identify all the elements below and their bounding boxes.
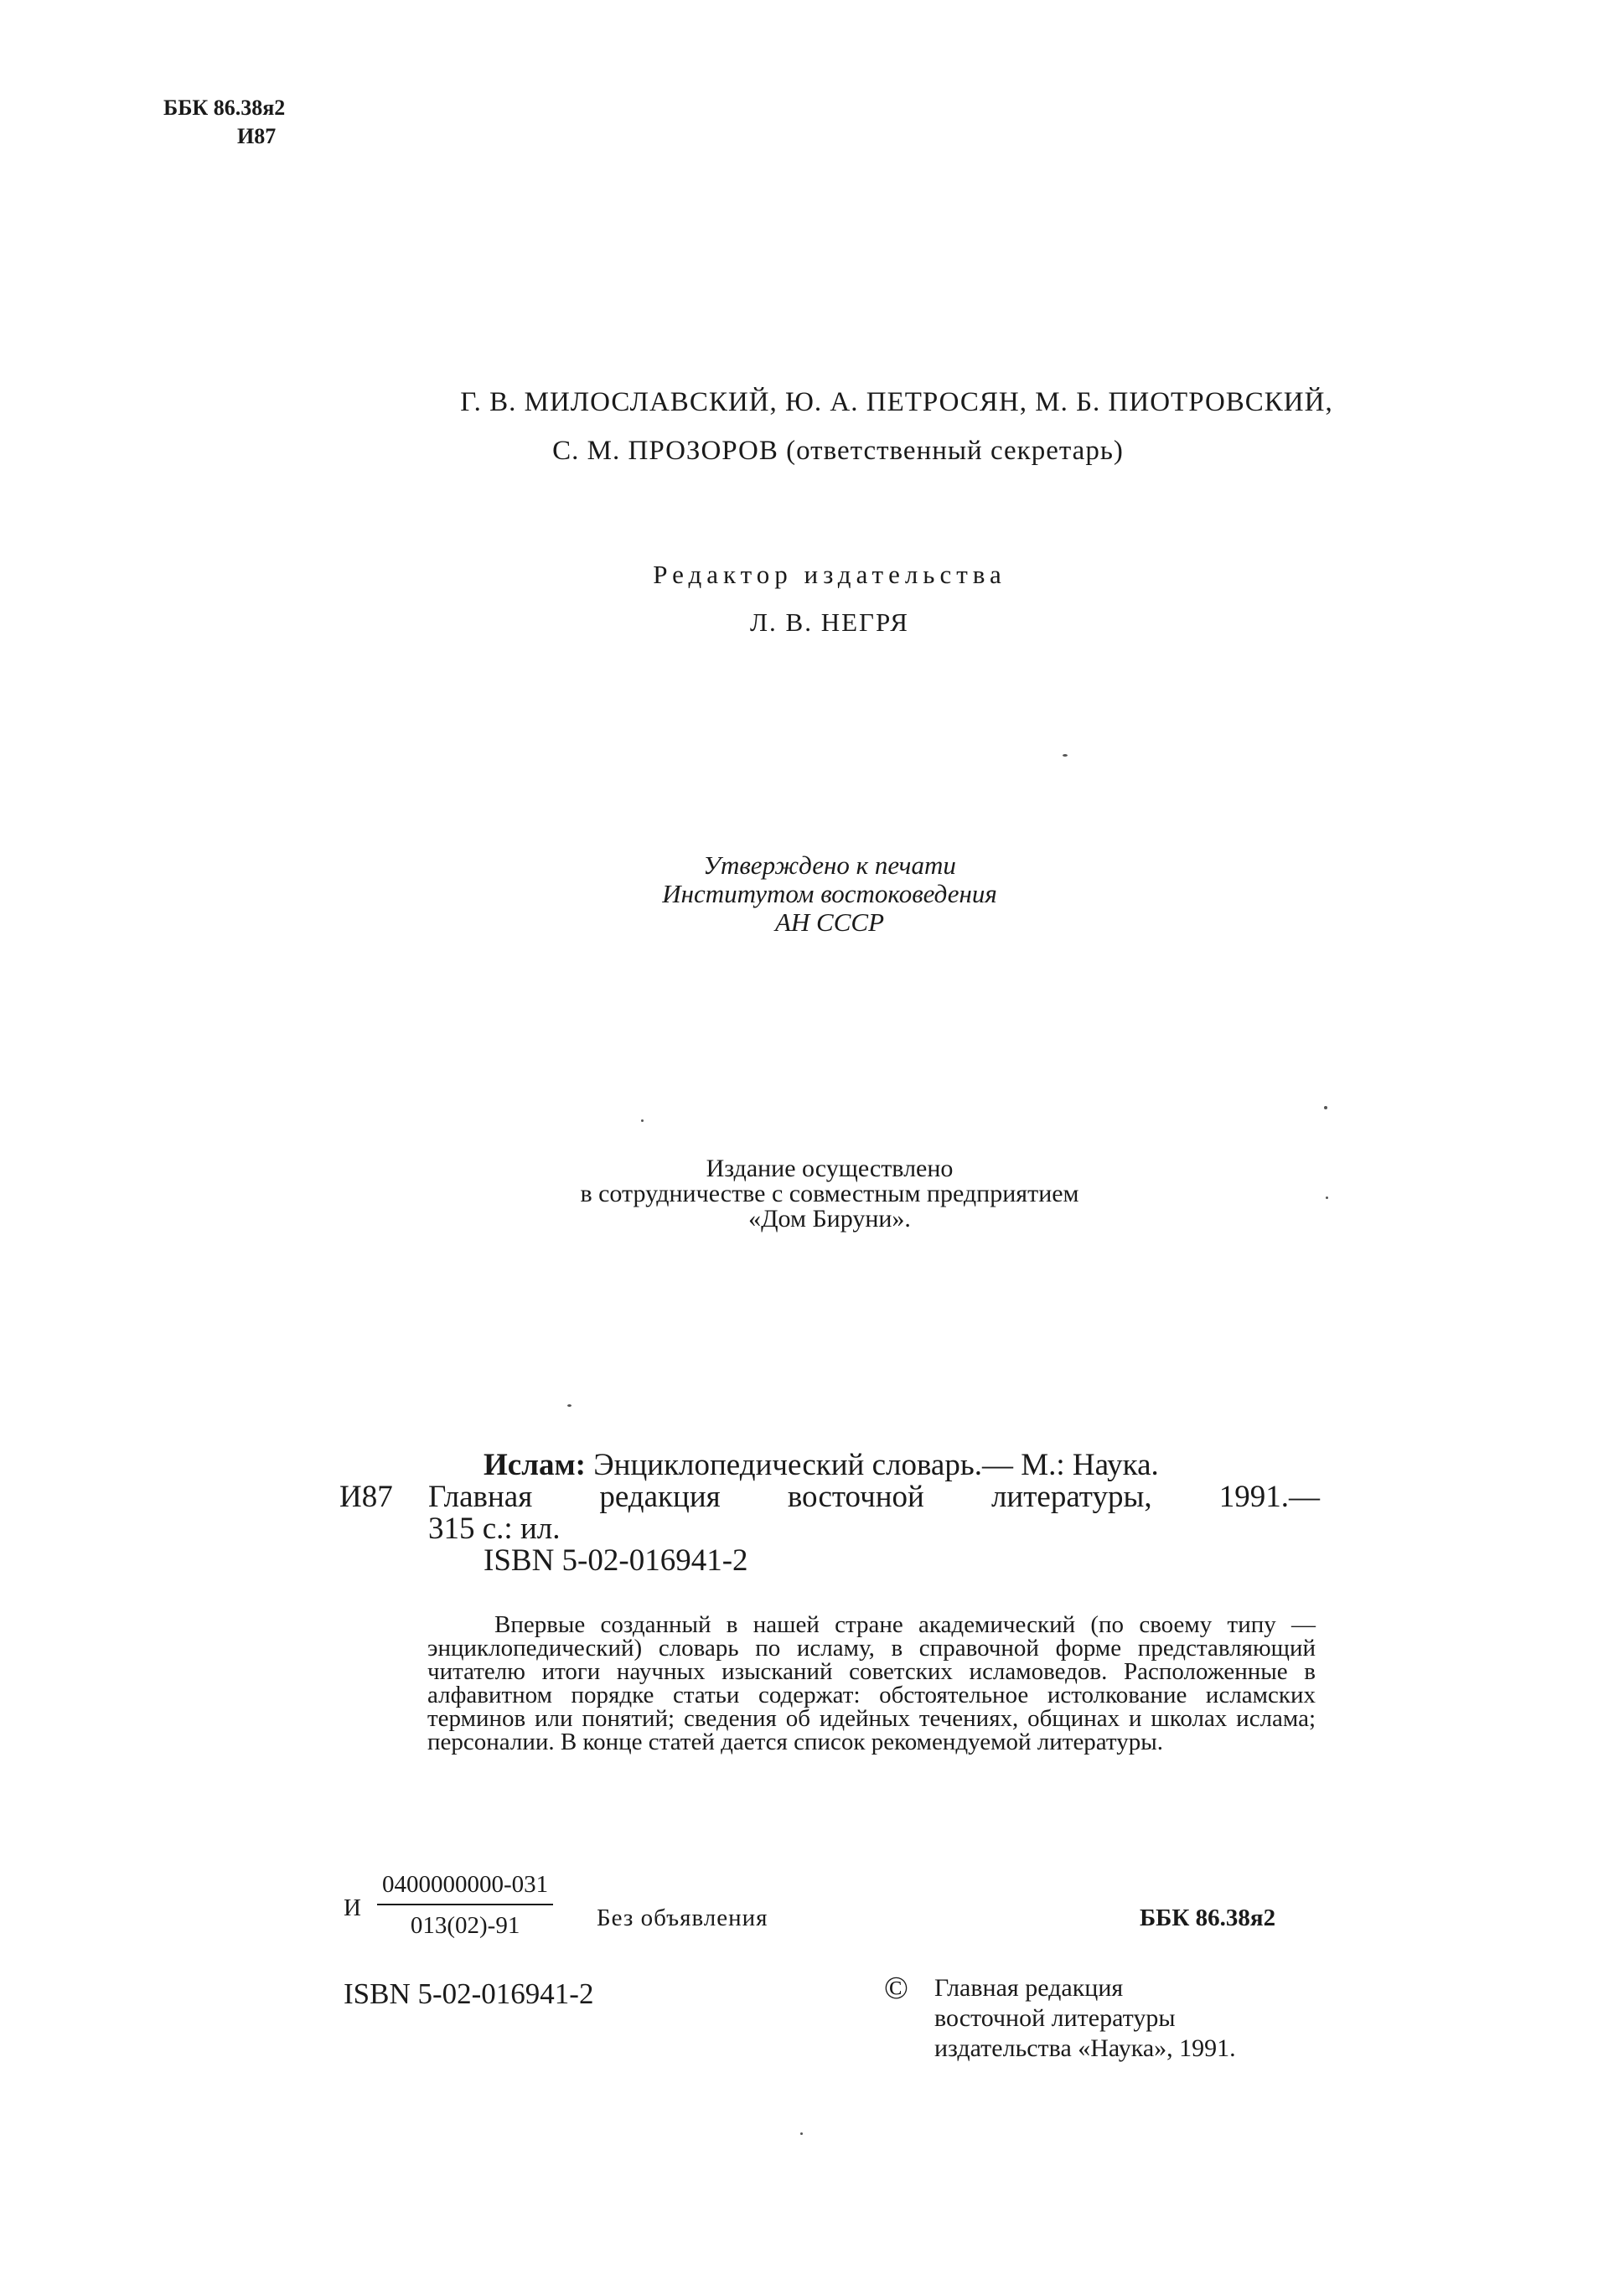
bibliographic-index-sign: И87	[339, 1480, 393, 1514]
author-code: И87	[237, 124, 277, 148]
bbk-code-bottom: ББК 86.38я2	[1140, 1905, 1276, 1931]
scan-speck	[567, 1404, 572, 1407]
isbn-bottom: ISBN 5-02-016941-2	[344, 1977, 594, 2010]
bibliographic-title-bold: Ислам:	[484, 1448, 586, 1482]
bibliographic-publisher-line: Главная редакция восточной литературы, 1991.—	[428, 1480, 1320, 1514]
scan-speck	[1326, 1197, 1328, 1199]
edition-line-3: «Дом Бируни».	[748, 1205, 911, 1233]
bibliographic-title-line	[339, 1450, 1320, 1481]
approval-note	[285, 851, 1374, 937]
editorial-board-line-2: С. М. ПРОЗОРОВ (ответственный секретарь)	[552, 436, 1124, 466]
approval-line-1: Утверждено к печати	[703, 850, 956, 880]
scan-speck	[1063, 754, 1068, 757]
copyright-line-3: издательства «Наука», 1991.	[934, 2034, 1236, 2062]
index-note: Без объявления	[597, 1905, 768, 1931]
editorial-board-line-1: Г. В. МИЛОСЛАВСКИЙ, Ю. А. ПЕТРОСЯН, М. Б. ПИОТРОВСКИЙ,	[460, 387, 1333, 417]
scan-speck	[800, 2132, 803, 2135]
annotation	[427, 1613, 1316, 1754]
annotation-text: Впервые созданный в нашей стране академический (по своему типу — энциклопедический) словарь по исламу, в справочной форме представляющий читателю итоги научных изысканий советских исламоведов. Расположенные в алфавитном порядке статьи содержат: обстоятельное истолкование исламских терминов или понятий; сведения об идейных течениях, общинах и школах ислама; персоналии. В конце статей дается список рекомендуемой литературы.	[427, 1611, 1316, 1755]
publisher-editor-title: Редактор издательства	[653, 560, 1006, 589]
catalog-codes	[163, 94, 285, 151]
approval-line-3: АН СССР	[774, 907, 885, 937]
scan-speck	[641, 1119, 644, 1122]
edition-note	[285, 1156, 1374, 1232]
approval-line-2: Институтом востоковедения	[662, 879, 997, 908]
bibliographic-line-2	[339, 1481, 1320, 1513]
edition-line-2: в сотрудничестве с совместным предприятием	[580, 1180, 1079, 1207]
publisher-editor-name: Л. В. НЕГРЯ	[750, 607, 909, 637]
copyright-line-2: восточной литературы	[934, 2004, 1176, 2032]
edition-line-1: Издание осуществлено	[706, 1155, 954, 1182]
scan-speck	[1324, 1106, 1327, 1109]
copyright-lines	[934, 1973, 1236, 2064]
copyright-icon: ©	[884, 1971, 908, 2006]
bbk-code: ББК 86.38я2	[163, 96, 286, 120]
bibliographic-pages-line: 315 с.: ил.	[428, 1512, 561, 1546]
index-numerator: 0400000000-031	[377, 1871, 553, 1905]
index-letter: И	[344, 1894, 361, 1921]
index-denominator: 013(02)-91	[410, 1912, 520, 1939]
copyright-line-1: Главная редакция	[934, 1974, 1124, 2002]
index-fraction	[377, 1871, 553, 1940]
copyright-block	[884, 1973, 1236, 2064]
bibliographic-record	[339, 1450, 1320, 1577]
bibliographic-title-rest: Энциклопедический словарь.— М.: Наука.	[593, 1448, 1159, 1482]
bibliographic-isbn: ISBN 5-02-016941-2	[484, 1543, 748, 1578]
